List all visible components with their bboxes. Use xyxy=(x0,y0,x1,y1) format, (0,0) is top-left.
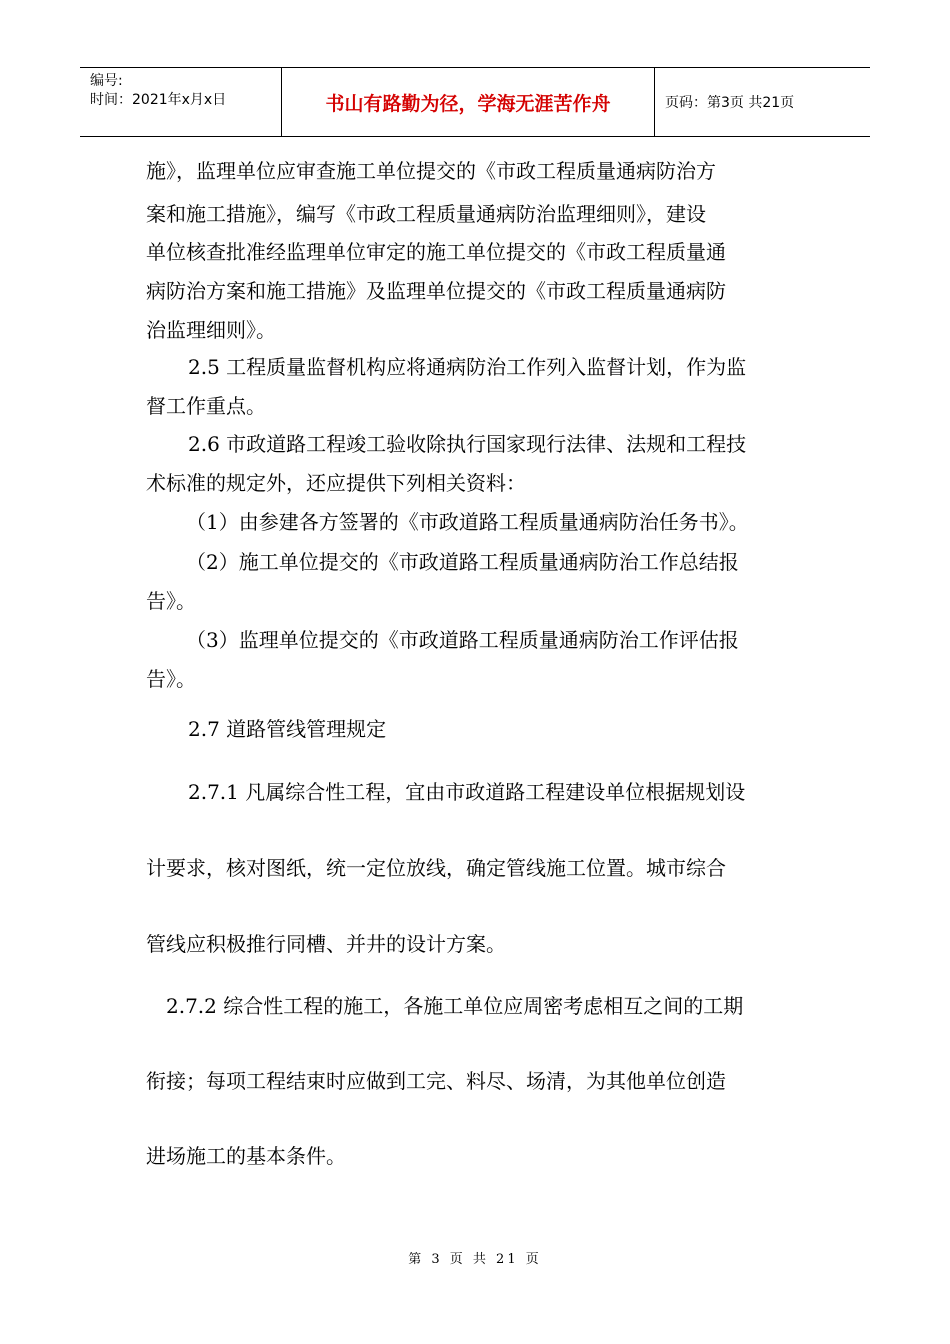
body-line: （1）由参建各方签署的《市政道路工程质量通病防治任务书》。 xyxy=(186,510,749,534)
body-line: 2.7.2 综合性工程的施工，各施工单位应周密考虑相互之间的工期 xyxy=(166,994,744,1018)
body-line: 2.7.1 凡属综合性工程，宜由市政道路工程建设单位根据规划设 xyxy=(188,780,746,804)
body-line: 进场施工的基本条件。 xyxy=(146,1144,346,1168)
body-line: 衔接；每项工程结束时应做到工完、料尽、场清，为其他单位创造 xyxy=(146,1069,726,1093)
body-line: 术标准的规定外，还应提供下列相关资料： xyxy=(146,471,526,495)
header-meta xyxy=(80,68,282,136)
body-line: （2）施工单位提交的《市政道路工程质量通病防治工作总结报 xyxy=(186,550,739,574)
header-motto: 书山有路勤为径，学海无涯苦作舟 xyxy=(282,68,655,136)
header-page-info: 页码：第3页 共21页 xyxy=(665,95,795,111)
body-line: 告》。 xyxy=(146,667,196,691)
page-footer: 第 3 页 共 21 页 xyxy=(408,1252,542,1267)
time-label: 时间：2021年x月x日 xyxy=(90,92,227,108)
serial-label: 编号: xyxy=(90,73,123,89)
body-line: 管线应积极推行同槽、并井的设计方案。 xyxy=(146,932,506,956)
body-line: 病防治方案和施工措施》及监理单位提交的《市政工程质量通病防 xyxy=(146,279,726,303)
body-line: （3）监理单位提交的《市政道路工程质量通病防治工作评估报 xyxy=(186,628,739,652)
body-line: 施》，监理单位应审查施工单位提交的《市政工程质量通病防治方 xyxy=(146,159,716,183)
body-line: 督工作重点。 xyxy=(146,394,266,418)
page-header xyxy=(80,67,870,137)
body-line: 单位核查批准经监理单位审定的施工单位提交的《市政工程质量通 xyxy=(146,240,726,264)
body-line: 治监理细则》。 xyxy=(146,318,276,342)
body-line: 告》。 xyxy=(146,589,196,613)
body-line: 案和施工措施》，编写《市政工程质量通病防治监理细则》，建设 xyxy=(146,202,706,226)
body-line: 计要求，核对图纸，统一定位放线，确定管线施工位置。城市综合 xyxy=(146,856,726,880)
body-line: 2.7 道路管线管理规定 xyxy=(188,717,387,741)
body-line: 2.6 市政道路工程竣工验收除执行国家现行法律、法规和工程技 xyxy=(188,432,747,456)
body-line: 2.5 工程质量监督机构应将通病防治工作列入监督计划，作为监 xyxy=(188,355,747,379)
